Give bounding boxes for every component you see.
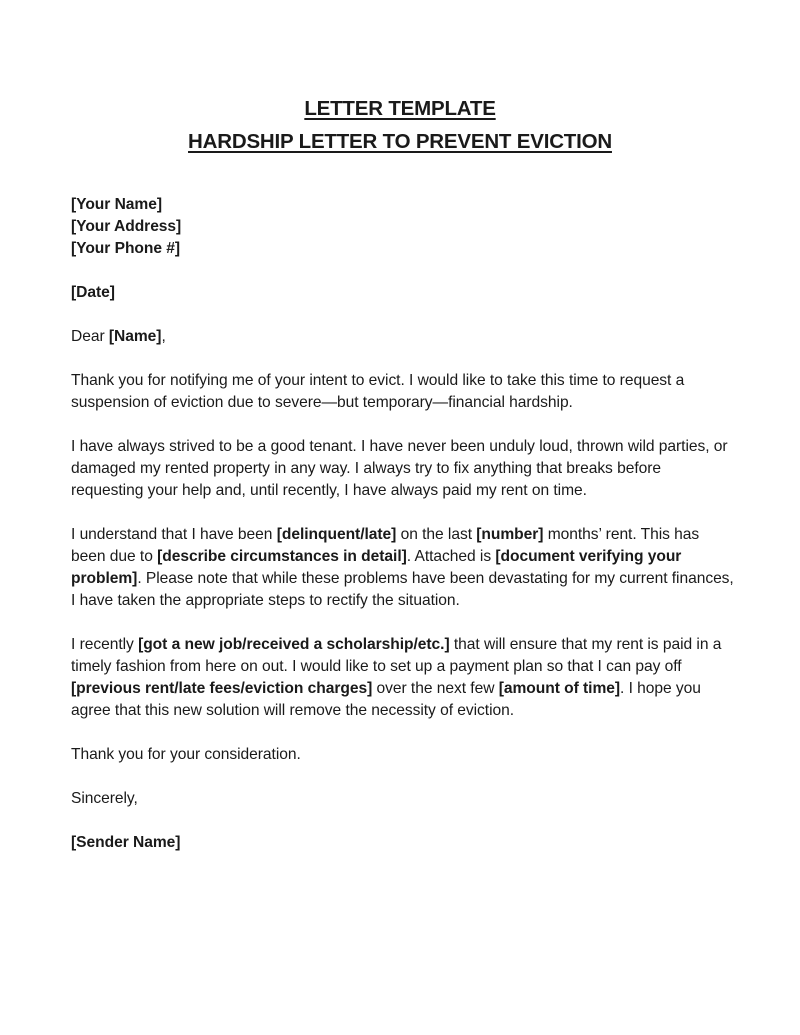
salutation: [71, 326, 736, 348]
text-span: months’ rent. This has been due to: [71, 526, 700, 565]
text-span: . I hope you agree that this new solution will remove the necessity of eviction.: [71, 680, 701, 719]
paragraph-good-tenant: I have always strived to be a good tenant. I have never been unduly loud, thrown wild parties, or damaged my rented property in any way. I always try to fix anything that breaks before requesting your help and, until recently, I have always paid my rent on time.: [71, 438, 728, 499]
text-span: on the last: [396, 526, 477, 543]
sender-address: [Your Address]: [71, 218, 182, 235]
salutation-suffix: ,: [161, 328, 166, 345]
document-title: LETTER TEMPLATE: [304, 97, 496, 120]
sender-phone: [Your Phone #]: [71, 240, 181, 257]
text-span: that will ensure that my rent is paid in a timely fashion from here on out. I would like to set up a payment plan so that I can pay off: [71, 636, 722, 675]
placeholder-delinquent: [delinquent/late]: [276, 526, 397, 543]
letter-body: [71, 194, 736, 854]
text-span: I recently: [71, 636, 139, 653]
thanks-line: Thank you for your consideration.: [71, 746, 301, 763]
text-span: . Attached is: [406, 548, 496, 565]
recipient-name: [Name]: [108, 328, 162, 345]
placeholder-new-income: [got a new job/received a scholarship/etc.]: [138, 636, 450, 653]
text-span: I understand that I have been: [71, 526, 277, 543]
closing-line: Sincerely,: [71, 790, 138, 807]
signature-placeholder: [Sender Name]: [71, 834, 181, 851]
salutation-prefix: Dear: [71, 328, 109, 345]
placeholder-charges: [previous rent/late fees/eviction charges]: [71, 680, 373, 697]
placeholder-number: [number]: [476, 526, 544, 543]
date-line: [71, 282, 736, 304]
document-subtitle: HARDSHIP LETTER TO PREVENT EVICTION: [188, 130, 612, 153]
text-span: over the next few: [372, 680, 499, 697]
sender-block: [71, 194, 736, 260]
placeholder-circumstances: [describe circumstances in detail]: [157, 548, 407, 565]
placeholder-document: [document verifying your problem]: [71, 548, 682, 587]
paragraph-payment-plan: [71, 634, 736, 722]
signature-line: [71, 832, 736, 854]
sender-name: [Your Name]: [71, 196, 163, 213]
paragraph-delinquency: [71, 524, 736, 612]
text-span: . Please note that while these problems have been devastating for my current finances, I have taken the appropriate steps to rectify the situation.: [71, 570, 734, 609]
paragraph-intro: Thank you for notifying me of your intent to evict. I would like to take this time to request a suspension of eviction due to severe—but temporary—financial hardship.: [71, 372, 685, 411]
date-placeholder: [Date]: [71, 284, 115, 301]
placeholder-time: [amount of time]: [498, 680, 621, 697]
